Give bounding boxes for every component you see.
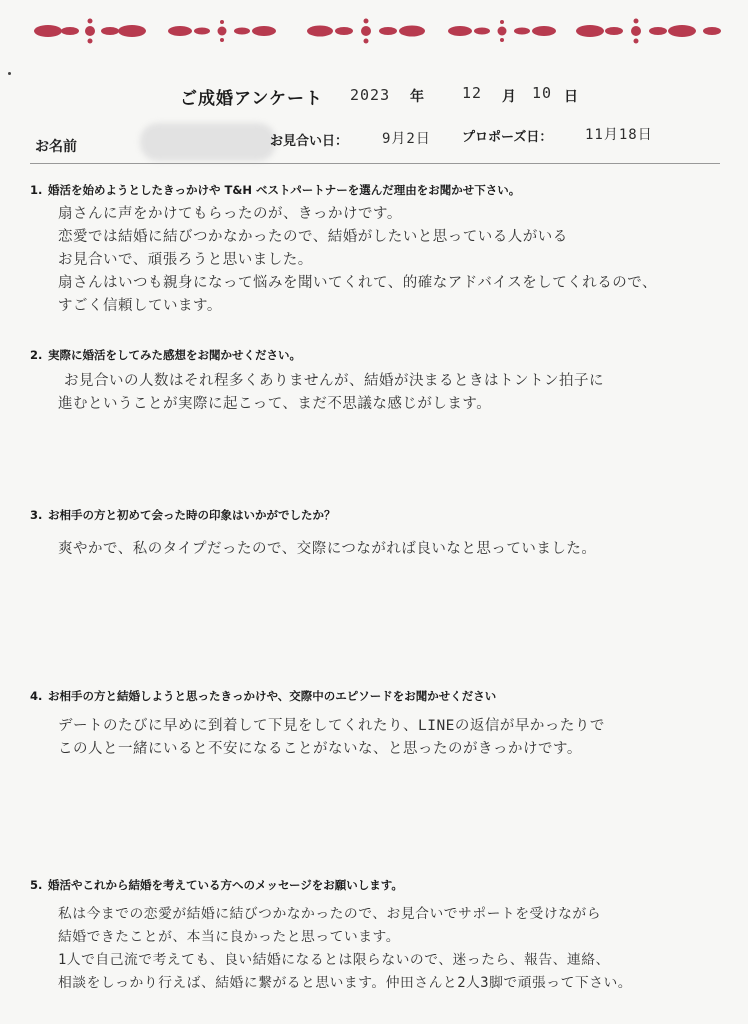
question-text: お相手の方と初めて会った時の印象はいかがでしたか？ (48, 508, 336, 522)
question-text: お相手の方と結婚しようと思ったきっかけや、交際中のエピソードをお聞かせください (48, 689, 497, 703)
question-4 (30, 688, 496, 704)
ornament-motif-mid-right (448, 20, 556, 42)
answer-line: すごく信頼しています。 (58, 298, 222, 314)
date-year: 2023 (350, 86, 391, 104)
answer-3 (58, 538, 738, 561)
date-day: 10 (532, 84, 553, 102)
question-text: 婚活を始めようとしたきっかけや T&H ベストパートナーを選んだ理由をお聞かせ下さい。 (48, 183, 521, 197)
question-number: 5. (30, 878, 43, 892)
question-number: 3. (30, 508, 43, 522)
scan-speck (8, 72, 11, 75)
answer-line: 扇さんに声をかけてもらったのが、きっかけです。 (58, 206, 402, 222)
ornament-motif-center (307, 19, 425, 44)
decorative-border-ornament (30, 14, 730, 48)
name-redaction (140, 123, 276, 161)
propose-date-label: プロポーズ日： (462, 130, 553, 145)
answer-line: この人と一緒にいると不安になることがないな、と思ったのがきっかけです。 (58, 741, 582, 757)
ornament-motif-mid-left (168, 20, 276, 42)
question-2 (30, 347, 301, 363)
day-label: 日 (564, 89, 578, 105)
question-3 (30, 507, 336, 523)
answer-5 (58, 903, 738, 995)
answer-line: 扇さんはいつも親身になって悩みを聞いてくれて、的確なアドバイスをしてくれるので、 (58, 275, 657, 291)
question-number: 4. (30, 689, 43, 703)
question-5 (30, 877, 403, 893)
date-month: 12 (462, 84, 483, 102)
month-label: 月 (502, 89, 516, 105)
answer-line: 相談をしっかり行えば、結婚に繋がると思います。仲田さんと2人3脚で頑張って下さい。 (58, 975, 633, 991)
answer-1 (58, 203, 738, 318)
form-title: ご成婚アンケート (180, 89, 323, 109)
header-row (180, 82, 700, 108)
name-label: お名前 (35, 139, 77, 155)
answer-line: 私は今までの恋愛が結婚に結びつかなかったので、お見合いでサポートを受けながら (58, 906, 602, 922)
answer-line: お見合いで、頑張ろうと思いました。 (58, 252, 313, 268)
answer-line: 進むということが実際に起こって、まだ不思議な感じがします。 (58, 396, 492, 412)
question-text: 婚活やこれから結婚を考えている方へのメッセージをお願いします。 (48, 878, 403, 892)
answer-line: お見合いの人数はそれ程多くありませんが、結婚が決まるときはトントン拍子に (64, 373, 604, 389)
ornament-motif-right (576, 19, 721, 44)
ornament-motif-left (34, 19, 146, 44)
info-underline (30, 163, 720, 164)
year-label: 年 (410, 89, 424, 105)
question-number: 2. (30, 348, 43, 362)
question-1 (30, 182, 520, 198)
answer-2 (58, 370, 738, 416)
propose-date-value: 11月18日 (585, 127, 653, 143)
meet-date-value: 9月2日 (382, 131, 431, 147)
question-number: 1. (30, 183, 43, 197)
answer-line: 結婚できたことが、本当に良かったと思っています。 (58, 929, 401, 945)
meet-date-label: お見合い日： (270, 134, 349, 149)
answer-4 (58, 715, 738, 761)
info-row (30, 120, 720, 164)
answer-line: デートのたびに早めに到着して下見をしてくれたり、LINEの返信が早かったりで (58, 718, 605, 734)
answer-line: 恋愛では結婚に結びつかなかったので、結婚がしたいと思っている人がいる (58, 229, 568, 245)
answer-line: 爽やかで、私のタイプだったので、交際につながれば良いなと思っていました。 (58, 541, 597, 557)
question-text: 実際に婚活をしてみた感想をお聞かせください。 (48, 348, 301, 362)
answer-line: 1人で自己流で考えても、良い結婚になるとは限らないので、迷ったら、報告、連絡、 (58, 952, 610, 968)
